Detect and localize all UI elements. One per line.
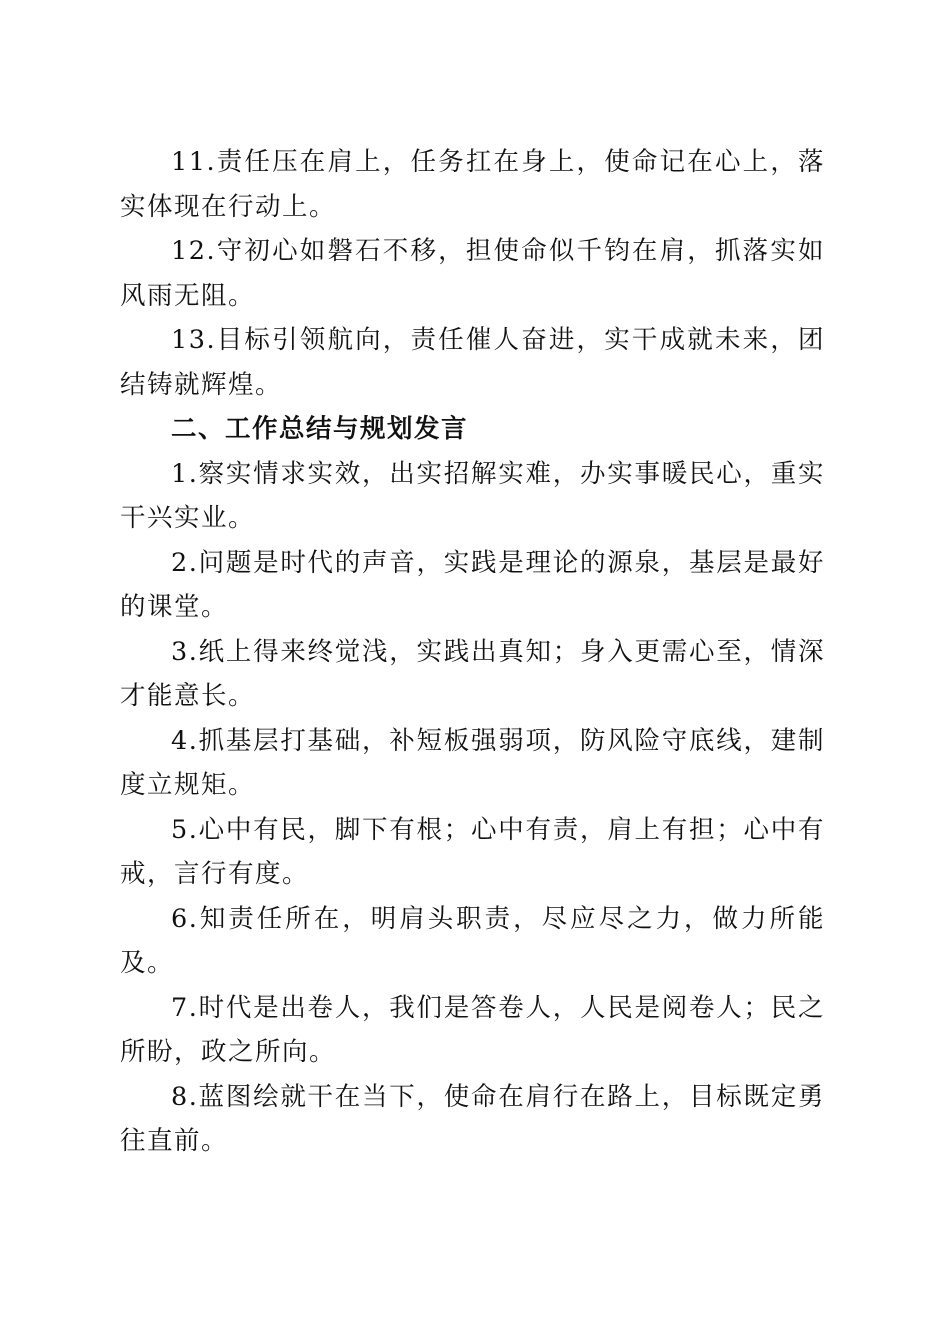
list-item-2: 2.问题是时代的声音，实践是理论的源泉，基层是最好的课堂。 [120, 547, 825, 622]
list-item-6: 6.知责任所在，明肩头职责，尽应尽之力，做力所能及。 [120, 903, 825, 978]
section-heading: 二、工作总结与规划发言 [171, 414, 469, 444]
document-body [120, 140, 825, 1164]
list-item-8: 8.蓝图绘就干在当下，使命在肩行在路上，目标既定勇往直前。 [120, 1081, 825, 1156]
list-item-7: 7.时代是出卷人，我们是答卷人，人民是阅卷人；民之所盼，政之所向。 [120, 992, 825, 1067]
list-item-12: 12.守初心如磐石不移，担使命似千钧在肩，抓落实如风雨无阻。 [120, 236, 825, 311]
list-item-1: 1.察实情求实效，出实招解实难，办实事暖民心，重实干兴实业。 [120, 458, 825, 533]
list-item-3: 3.纸上得来终觉浅，实践出真知；身入更需心至，情深才能意长。 [120, 636, 825, 711]
list-item-5: 5.心中有民，脚下有根；心中有责，肩上有担；心中有戒，言行有度。 [120, 814, 825, 889]
list-item-13: 13.目标引领航向，责任催人奋进，实干成就未来，团结铸就辉煌。 [120, 325, 825, 400]
list-item-11: 11.责任压在肩上，任务扛在身上，使命记在心上，落实体现在行动上。 [120, 147, 825, 222]
list-item-4: 4.抓基层打基础，补短板强弱项，防风险守底线，建制度立规矩。 [120, 725, 825, 800]
